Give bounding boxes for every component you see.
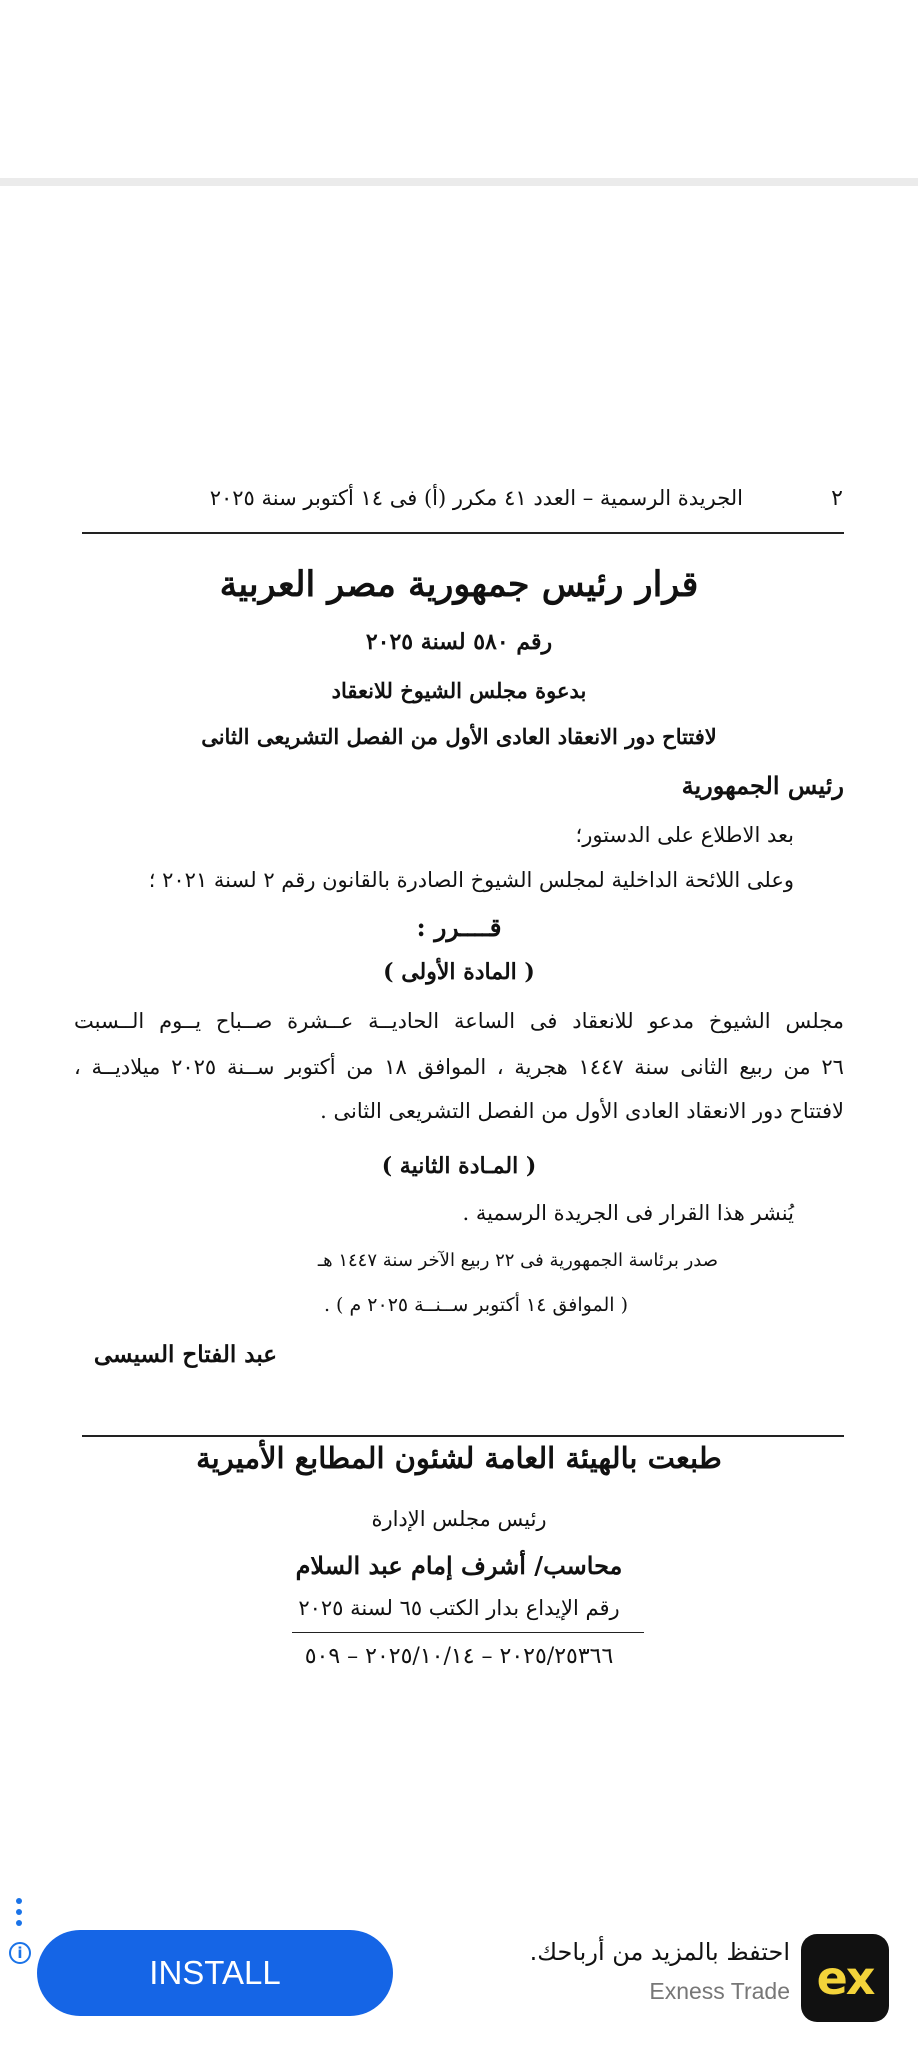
ad-headline[interactable]: احتفظ بالمزيد من أرباحك. — [529, 1938, 790, 1966]
deposit-underline — [292, 1632, 644, 1633]
preamble-bylaws: وعلى اللائحة الداخلية لمجلس الشيوخ الصادرة بالقانون رقم ٢ لسنة ٢٠٢١ ؛ — [148, 868, 794, 892]
article-2-line-1: يُنشر هذا القرار فى الجريدة الرسمية . — [462, 1201, 794, 1225]
article-1-line-3: لافتتاح دور الانعقاد العادى الأول من الفصل التشريعى الثانى . — [320, 1099, 844, 1123]
gazette-header: الجريدة الرسمية – العدد ٤١ مكرر (أ) فى ١٤ أكتوبر سنة ٢٠٢٥ — [209, 486, 743, 510]
decided-label: قــــرر : — [416, 913, 502, 942]
issued-date-hijri: صدر برئاسة الجمهورية فى ٢٢ ربيع الآخر سنة ١٤٤٧ هـ — [317, 1250, 718, 1271]
issued-date-gregorian: ( الموافق ١٤ أكتوبر ســنــة ٢٠٢٥ م ) . — [323, 1294, 628, 1316]
browser-top-area — [0, 0, 918, 178]
print-code: ٢٠٢٥/٢٥٣٦٦ – ٢٠٢٥/١٠/١٤ – ٥٠٩ — [304, 1644, 614, 1669]
signature: عبد الفتاح السيسى — [93, 1341, 277, 1368]
president-heading: رئيس الجمهورية — [681, 771, 844, 800]
ad-brand[interactable]: Exness Trade — [649, 1978, 790, 2004]
chair-name: محاسب/ أشرف إمام عبد السلام — [295, 1551, 623, 1580]
gazette-page — [0, 186, 918, 1896]
article-1-title: ( المادة الأولى ) — [383, 959, 535, 985]
page-number: ٢ — [831, 486, 843, 511]
decree-subject-1: بدعوة مجلس الشيوخ للانعقاد — [331, 678, 587, 703]
top-divider — [0, 178, 918, 186]
article-1-line-1: مجلس الشيوخ مدعو للانعقاد فى الساعة الحاديــة عــشرة صــباح يــوم الــسبت — [74, 1009, 844, 1033]
footer-rule — [82, 1435, 844, 1437]
install-button[interactable]: INSTALL — [37, 1930, 393, 2016]
exness-logo-icon[interactable]: ex — [801, 1934, 889, 2022]
ad-banner[interactable] — [0, 1896, 918, 2046]
article-1-line-2: ٢٦ من ربيع الثانى سنة ١٤٤٧ هجرية ، الموافق ١٨ من أكتوبر ســنة ٢٠٢٥ ميلاديــة ، — [74, 1055, 844, 1079]
decree-subject-2: لافتتاح دور الانعقاد العادى الأول من الفصل التشريعى الثانى — [201, 724, 717, 749]
article-2-title: ( المـادة الثانية ) — [381, 1153, 537, 1179]
header-rule — [82, 532, 844, 534]
chair-title: رئيس مجلس الإدارة — [371, 1507, 547, 1531]
ad-info-icon[interactable]: i — [9, 1942, 31, 1964]
deposit-number: رقم الإيداع بدار الكتب ٦٥ لسنة ٢٠٢٥ — [298, 1596, 620, 1620]
decree-number: رقم ٥٨٠ لسنة ٢٠٢٥ — [365, 629, 553, 655]
more-options-icon[interactable] — [16, 1898, 22, 1926]
preamble-constitution: بعد الاطلاع على الدستور؛ — [575, 823, 794, 847]
printer-name: طبعت بالهيئة العامة لشئون المطابع الأميرية — [196, 1441, 722, 1475]
decree-title: قرار رئيس جمهورية مصر العربية — [219, 564, 699, 605]
